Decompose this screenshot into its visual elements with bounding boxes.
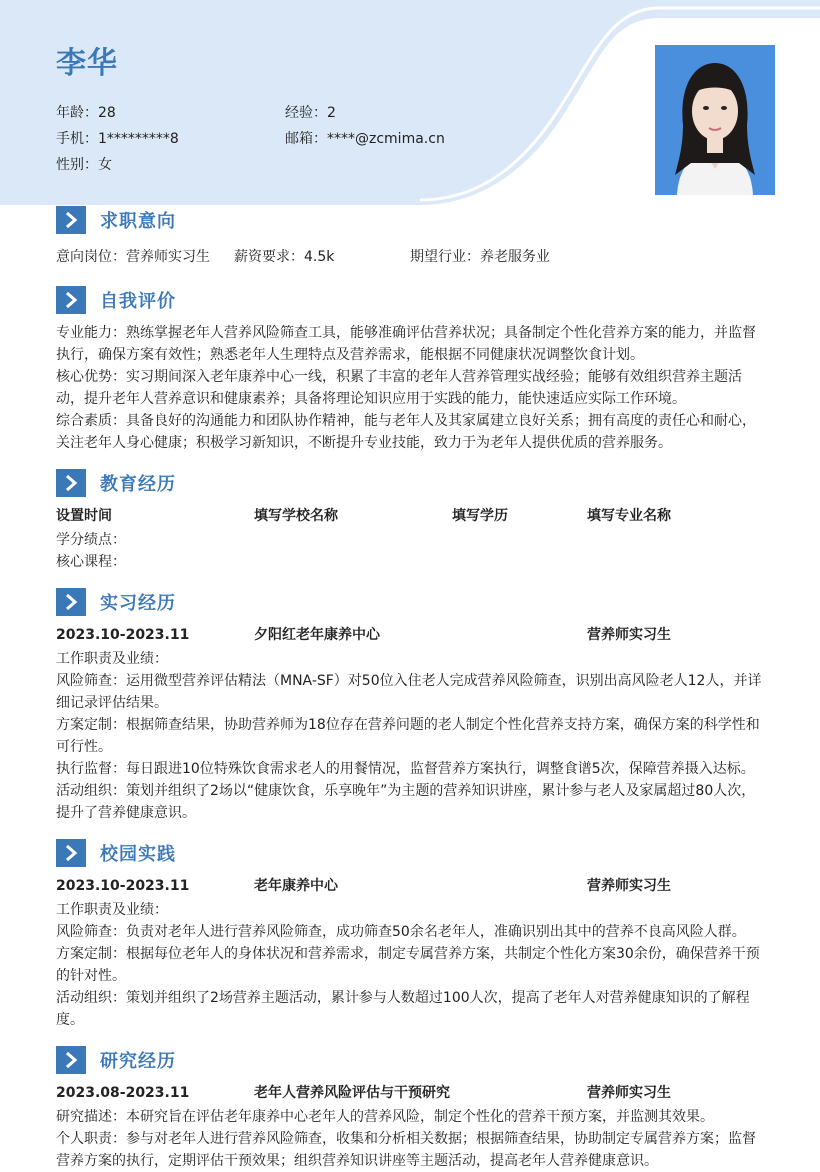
- research-project: 老年人营养风险评估与干预研究: [254, 1085, 450, 1101]
- research-item: 研究描述：本研究旨在评估老年康养中心老年人的营养风险，制定个性化的营养干预方案，并监测其效果。: [56, 1109, 714, 1125]
- phone-field: 手机：1*********8: [56, 131, 179, 147]
- section-header-internship: [56, 588, 176, 616]
- experience-field: 经验：2: [285, 105, 336, 121]
- self-eval-paragraph: 核心优势：实习期间深入老年康养中心一线，积累了丰富的老年人营养管理实战经验；能够有效组织营养主题活动，提升老年人营养意识和健康素养；具备将理论知识应用于实践的能力，能快速适应实际工作环境。: [56, 369, 742, 407]
- section-title: 研究经历: [100, 1051, 176, 1072]
- intern-org: 夕阳红老年康养中心: [254, 627, 380, 643]
- chevron-right-icon: [56, 588, 86, 616]
- duty-item: 方案定制：根据筛查结果，协助营养师为18位存在营养问题的老人制定个性化营养支持方案，确保方案的科学性和可行性。: [56, 717, 760, 755]
- intern-time: 2023.10-2023.11: [56, 627, 190, 643]
- research-item: 个人职责：参与对老年人进行营养风险筛查，收集和分析相关数据；根据筛查结果，协助制定专属营养方案；监督营养方案的执行，定期评估干预效果；组织营养知识讲座等主题活动，提高老年人营养健康意识。: [56, 1131, 756, 1169]
- intent-industry: 期望行业：养老服务业: [410, 249, 550, 265]
- duty-item: 方案定制：根据每位老年人的身体状况和营养需求，制定专属营养方案，共制定个性化方案30余份，确保营养干预的针对性。: [56, 946, 760, 984]
- chevron-right-icon: [56, 206, 86, 234]
- chevron-right-icon: [56, 469, 86, 497]
- self-eval-text: [56, 322, 768, 454]
- section-title: 自我评价: [100, 291, 176, 312]
- chevron-right-icon: [56, 839, 86, 867]
- duty-label: 工作职责及业绩：: [56, 651, 168, 667]
- duty-item: 执行监督：每日跟进10位特殊饮食需求老人的用餐情况，监督营养方案执行，调整食谱5次，保障营养摄入达标。: [56, 761, 755, 777]
- section-header-research: [56, 1046, 176, 1074]
- duty-item: 风险筛查：负责对老年人进行营养风险筛查，成功筛查50余名老年人，准确识别出其中的营养不良高风险人群。: [56, 924, 746, 940]
- research-details: [56, 1106, 768, 1172]
- self-eval-paragraph: 综合素质：具备良好的沟通能力和团队协作精神，能与老年人及其家属建立良好关系；拥有高度的责任心和耐心，关注老年人身心健康；积极学习新知识，不断提升专业技能，致力于为老年人提供优质的营养服务。: [56, 413, 756, 451]
- edu-school: 填写学校名称: [254, 508, 338, 524]
- section-header-education: [56, 469, 176, 497]
- edu-major: 填写专业名称: [587, 508, 671, 524]
- research-role: 营养师实习生: [587, 1085, 671, 1101]
- chevron-right-icon: [56, 286, 86, 314]
- section-title: 求职意向: [100, 211, 176, 232]
- research-time: 2023.08-2023.11: [56, 1085, 190, 1101]
- section-title: 实习经历: [100, 593, 176, 614]
- section-title: 教育经历: [100, 474, 176, 495]
- edu-degree: 填写学历: [452, 508, 508, 524]
- campus-details: [56, 899, 768, 1031]
- section-header-job-intent: [56, 206, 176, 234]
- duty-item: 活动组织：策划并组织了2场以“健康饮食，乐享晚年”为主题的营养知识讲座，累计参与老人及家属超过80人次，提升了营养健康意识。: [56, 783, 756, 821]
- edu-gpa-label: 学分绩点：: [56, 532, 126, 548]
- chevron-right-icon: [56, 1046, 86, 1074]
- campus-role: 营养师实习生: [587, 878, 671, 894]
- duty-item: 活动组织：策划并组织了2场营养主题活动，累计参与人数超过100人次，提高了老年人对营养健康知识的了解程度。: [56, 990, 750, 1028]
- intent-salary: 薪资要求：4.5k: [234, 249, 335, 265]
- self-eval-paragraph: 专业能力：熟练掌握老年人营养风险筛查工具，能够准确评估营养状况；具备制定个性化营养方案的能力，并监督执行，确保方案有效性；熟悉老年人生理特点及营养需求，能根据不同健康状况调整饮食计划。: [56, 325, 756, 363]
- intent-position: 意向岗位：营养师实习生: [56, 249, 210, 265]
- candidate-name: 李华: [56, 46, 118, 81]
- edu-time: 设置时间: [56, 508, 112, 524]
- campus-org: 老年康养中心: [254, 878, 338, 894]
- email-field: 邮箱：****@zcmima.cn: [285, 131, 445, 147]
- section-header-campus: [56, 839, 176, 867]
- intern-details: [56, 648, 768, 824]
- section-header-self-eval: [56, 286, 176, 314]
- campus-time: 2023.10-2023.11: [56, 878, 190, 894]
- section-title: 校园实践: [100, 844, 176, 865]
- edu-courses-label: 核心课程：: [56, 554, 126, 570]
- duty-item: 风险筛查：运用微型营养评估精法（MNA-SF）对50位入住老人完成营养风险筛查，识别出高风险老人12人，并详细记录评估结果。: [56, 673, 762, 711]
- duty-label: 工作职责及业绩：: [56, 902, 168, 918]
- profile-photo: [655, 45, 775, 195]
- intern-role: 营养师实习生: [587, 627, 671, 643]
- gender-field: 性别：女: [56, 157, 112, 173]
- age-field: 年龄：28: [56, 105, 116, 121]
